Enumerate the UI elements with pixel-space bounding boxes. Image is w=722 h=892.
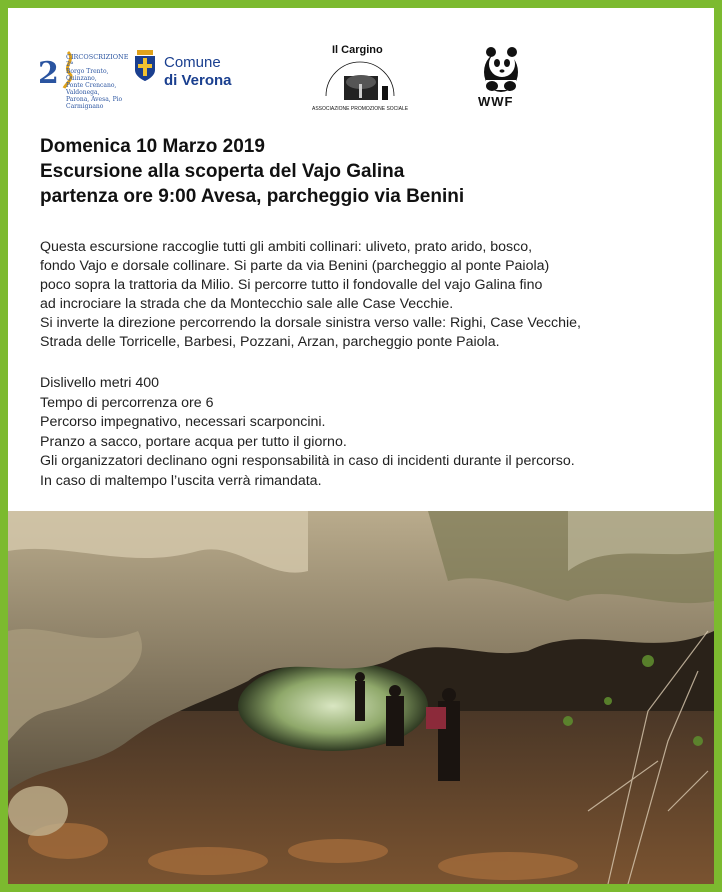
logo-bar [30, 38, 710, 118]
wwf-label: WWF [478, 94, 514, 109]
comune-name-line1: Comune [164, 54, 221, 71]
circoscrizione-line: Ponte Crencano, Valdonega, [66, 82, 117, 96]
event-details [40, 374, 704, 491]
comune-name-line2: di Verona [164, 72, 232, 89]
verona-crest-icon [134, 50, 156, 82]
circoscrizione-logo [38, 48, 128, 108]
circoscrizione-line: Borgo Trento, Quinzano, [66, 68, 109, 82]
cargino-logo [312, 44, 409, 116]
event-date: Domenica 10 Marzo 2019 [40, 136, 265, 157]
description-line: Strada delle Torricelle, Barbesi, Pozzani, Arzan, parcheggio ponte Paiola. [40, 334, 500, 350]
event-departure: partenza ore 9:00 Avesa, parcheggio via Benini [40, 186, 465, 207]
event-description [40, 238, 704, 352]
description-line: fondo Vajo e dorsale collinare. Si parte da via Benini (parcheggio al ponte Paiola) [40, 258, 550, 274]
event-headline [40, 134, 700, 209]
panda-icon [476, 42, 526, 94]
cargino-arc-text: ASSOCIAZIONE PROMOZIONE SOCIALE [312, 106, 409, 112]
circoscrizione-title: CIRCOSCRIZIONE 2ª [66, 53, 129, 68]
description-line: poco sopra la trattoria da Milio. Si percorre tutto il fondovalle del vajo Galina fino [40, 277, 543, 293]
circoscrizione-line: Parona, Avesa, Pio Carmignano [66, 96, 123, 110]
circoscrizione-number: 2 [38, 56, 59, 91]
detail-line: In caso di maltempo l’uscita verrà rimandata. [40, 472, 322, 489]
cave-illustration [8, 511, 714, 884]
wwf-logo [476, 42, 526, 112]
event-title: Escursione alla scoperta del Vajo Galina [40, 161, 405, 182]
detail-line: Dislivello metri 400 [40, 375, 160, 391]
description-line: Questa escursione raccoglie tutti gli ambiti collinari: uliveto, prato arido, bosco, [40, 239, 533, 255]
detail-line: Gli organizzatori declinano ogni responsabilità in caso di incidenti durante il percorso. [40, 453, 575, 469]
detail-line: Tempo di percorrenza ore 6 [40, 394, 214, 411]
description-line: ad incrociare la strada che da Montecchio sale alle Case Vecchie. [40, 296, 454, 312]
cargino-title: Il Cargino [332, 44, 383, 56]
detail-line: Percorso impegnativo, necessari scarponcini. [40, 414, 326, 430]
cave-photo [8, 511, 714, 884]
description-line: Si inverte la direzione percorrendo la dorsale sinistra verso valle: Righi, Case Vecchie, [40, 315, 581, 331]
detail-line: Pranzo a sacco, portare acqua per tutto il giorno. [40, 433, 347, 450]
comune-logo [134, 48, 244, 108]
